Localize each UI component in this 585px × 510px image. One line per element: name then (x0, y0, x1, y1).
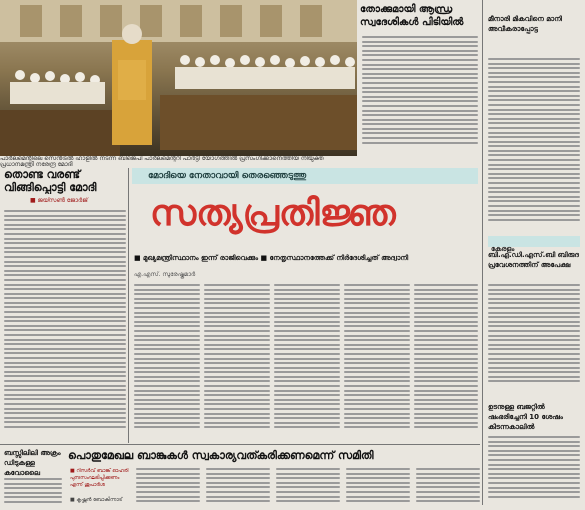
lead-story-column-2 (204, 284, 270, 442)
left-story-kicker: ■ ജയ്സൺ ജോർജ് (30, 197, 88, 204)
right-brief-2-title: ബി.എ.ഡി.എസ്.ബി ബിരുദ പ്രവേശനത്തിന് അപേക്ഷ (488, 251, 579, 269)
lead-strapline: മോദിയെ നേതാവായി തെരഞ്ഞെടുത്തു (148, 171, 307, 181)
bottom-divider (0, 444, 480, 445)
top-right-story-text-2 (410, 36, 478, 166)
lead-strapline-band (132, 168, 478, 184)
parliament-photo (0, 0, 357, 156)
kerala-tag (488, 236, 580, 253)
bottom-sidebar-text: ■ റിസര്‍വ് ബാങ്ക് ഓഹരി പുനഃസംഘടിപ്പിക്കണം എന്ന് ശുപാര്‍ശ (70, 468, 129, 488)
lead-story-column-1 (134, 284, 200, 442)
lead-headline: സത്യപ്രതിജ്ഞ (150, 193, 396, 234)
lead-story-column-3 (274, 284, 340, 442)
photo-caption: പാർലമെന്റിലെ സെൻട്രൽ ഹാളിൽ നടന്ന ബിജെപി പാർലമെന്ററി പാർട്ടി യോഗത്തിൽ പ്രസംഗിക്കാനെത്തിയ നിയുക്ത പ്രധാനമന്ത്രി നരേന്ദ്ര മോദി (0, 156, 324, 168)
bottom-byline: ■ കൃഷ്ണൻ ബോകിന്നാട് (70, 497, 123, 503)
right-brief-1-title: മീനാരി മികവിനെ മാനി അവീകരാപ്പോട്ട (488, 15, 562, 33)
right-brief-2-text (488, 284, 580, 404)
lead-story-column-5 (414, 284, 478, 442)
bottom-left-text (4, 478, 62, 508)
kerala-tag-label: കേരളം (491, 245, 515, 253)
left-story-headline: തൊണ്ട വരണ്ട് വിങ്ങിപ്പൊട്ടി മോദി (4, 168, 97, 194)
lead-subheadline: ■ മുഖ്യമന്ത്രിസ്ഥാനം ഇന്ന് രാജിവെക്കും ■ നേതൃസ്ഥാനത്തേക്ക് നിർദേശിച്ചത് അദ്വാനി (134, 254, 409, 262)
bottom-story-columns (136, 468, 480, 508)
right-column-divider (482, 0, 483, 505)
parliament-photo-image (0, 0, 357, 156)
bottom-left-title: ബസ്സിലിലി അക്രം ഡിടുകള്ള കവോലൈ (4, 449, 61, 476)
left-column-divider (128, 168, 129, 443)
right-brief-3-title: ഉടനുള്ള ബജറ്റിൽ ഷംഭരിച്ചേനി 10 ശേഷം കിടന്നകാലിൽ (488, 403, 563, 431)
lead-story-column-4 (344, 284, 410, 442)
left-story-text (4, 210, 126, 442)
right-brief-3-text (488, 436, 580, 506)
right-brief-1-text (488, 58, 580, 228)
lead-byline: എ.എസ്. സുരേഷ്കുമാർ (134, 271, 196, 278)
bottom-headline: പൊതുമേഖല ബാങ്കുകൾ സ്വകാര്യവത്കരിക്കണമെന്ന് സമിതി (68, 449, 374, 462)
top-right-headline: തോക്കുമായി ആന്ധ്ര സ്വദേശികൾ പിടിയിൽ (360, 4, 464, 28)
